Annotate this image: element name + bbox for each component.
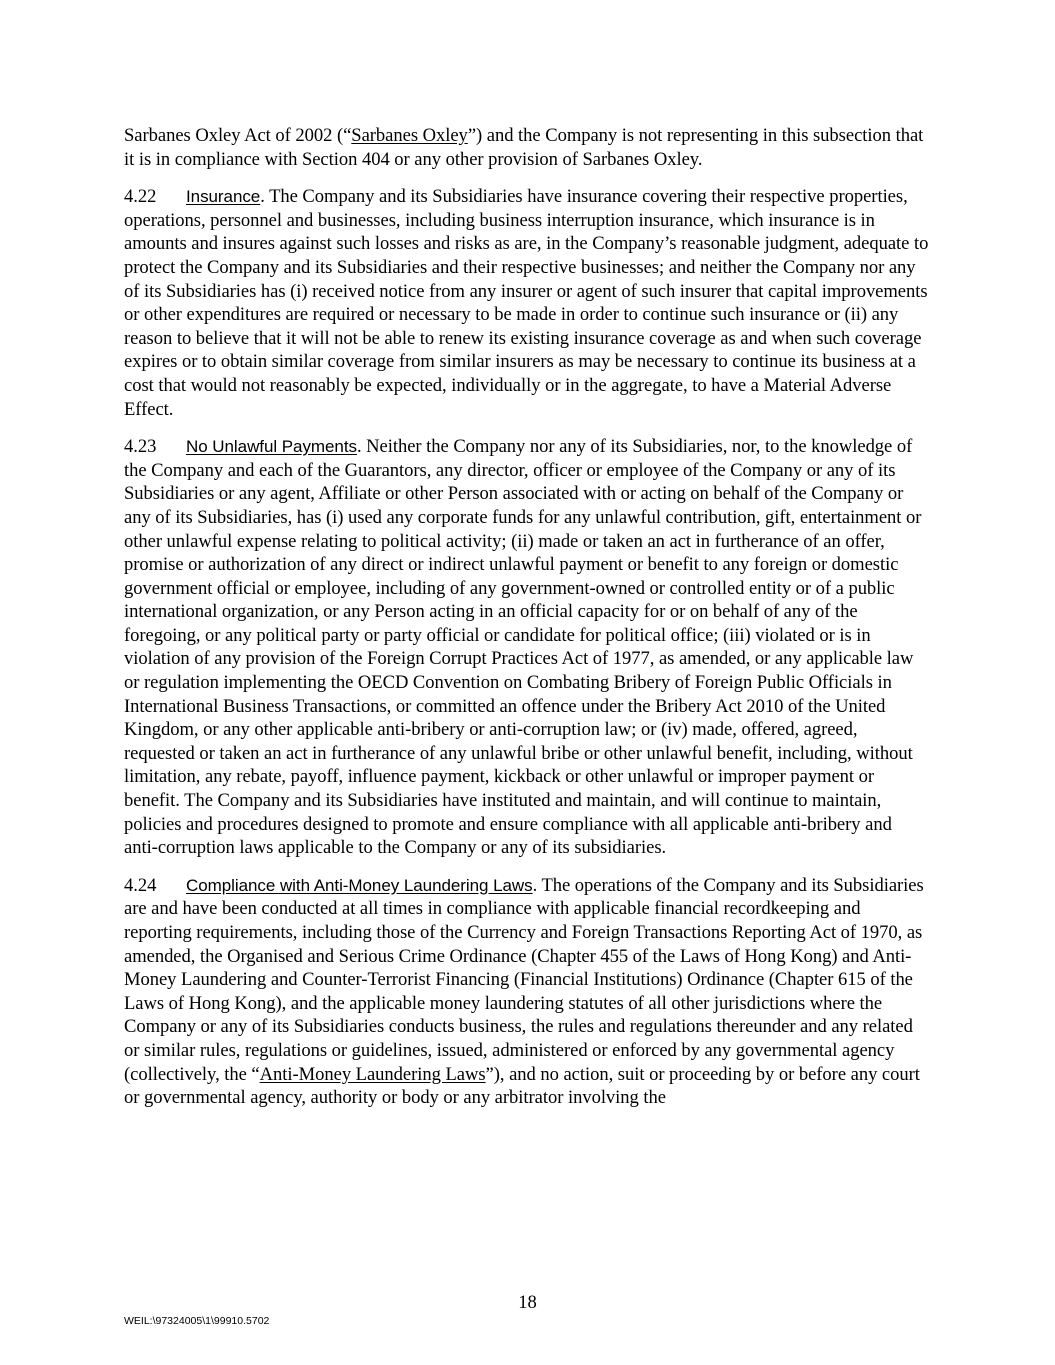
section-4-22 <box>124 185 930 421</box>
section-text: . The operations of the Company and its Subsidiaries are and have been conducted at all times in compliance with applicable financial recordkeeping and reporting requirements, including those of the Currency and Foreign Transactions Reporting Act of 1970, as amended, the Organised and Serious Crime Ordinance (Chapter 455 of the Laws of Hong Kong) and Anti-Money Laundering and Counter-Terrorist Financing (Financial Institutions) Ordinance (Chapter 615 of the Laws of Hong Kong), and the applicable money laundering statutes of all other jurisdictions where the Company or any of its Subsidiaries conducts business, the rules and regulations thereunder and any related or similar rules, regulations or guidelines, issued, administered or enforced by any governmental agency (collectively, the “ <box>124 874 924 1085</box>
section-heading-no-unlawful-payments: No Unlawful Payments <box>186 437 357 457</box>
page-number: 18 <box>518 1292 537 1313</box>
continuation-text-post: ”) and the Company is not representing in this subsection that it is in compliance with Section 404 or any other provision of Sarbanes Oxley. <box>124 125 924 170</box>
section-text: . Neither the Company nor any of its Subsidiaries, nor, to the knowledge of the Company and each of the Guarantors, any director, officer or employee of the Company or any of its Subsidiaries or any agent, Affiliate or other Person associated with or acting on behalf of the Company or any of its Subsidiaries, has (i) used any corporate funds for any unlawful contribution, gift, entertainment or other unlawful expense relating to political activity; (ii) made or taken an act in furtherance of an offer, promise or authorization of any direct or indirect unlawful payment or benefit to any foreign or domestic government official or employee, including of any government-owned or controlled entity or of a public international organization, or any Person acting in an official capacity for or on behalf of any of the foregoing, or any political party or party official or candidate for political office; (iii) violated or is in violation of any provision of the Foreign Corrupt Practices Act of 1977, as amended, or any applicable law or regulation implementing the OECD Convention on Combating Bribery of Foreign Public Officials in International Business Transactions, or committed an offence under the Bribery Act 2010 of the United Kingdom, or any other applicable anti-bribery or anti-corruption law; or (iv) made, offered, agreed, requested or taken an act in furtherance of any unlawful bribe or other unlawful benefit, including, without limitation, any rebate, payoff, influence payment, kickback or other unlawful or improper payment or benefit. The Company and its Subsidiaries have instituted and maintain, and will continue to maintain, policies and procedures designed to promote and ensure compliance with all applicable anti-bribery and anti-corruption laws applicable to the Company or any of its subsidiaries. <box>124 436 922 859</box>
document-id-footer: WEIL:\97324005\1\99910.5702 <box>124 1315 270 1327</box>
defined-term-anti-money-laundering-laws: Anti-Money Laundering Laws <box>259 1063 486 1085</box>
section-4-23 <box>124 435 930 860</box>
continuation-paragraph <box>124 124 930 171</box>
section-number: 4.22 <box>124 186 157 208</box>
section-text-after: ”), and no action, suit or proceeding by or before any court or governmental agency, authority or body or any arbitrator involving the <box>124 1063 920 1109</box>
continuation-text-pre: Sarbanes Oxley Act of 2002 (“ <box>124 125 352 146</box>
section-text: . The Company and its Subsidiaries have insurance covering their respective properties, operations, personnel and businesses, including business interruption insurance, which insurance is in amounts and insures against such losses and risks as are, in the Company’s reasonable judgment, adequate to protect the Company and its Subsidiaries and their respective businesses; and neither the Company nor any of its Subsidiaries has (i) received notice from any insurer or agent of such insurer that capital improvements or other expenditures are required or necessary to be made in order to continue such insurance or (ii) any reason to believe that it will not be able to renew its existing insurance coverage as and when such coverage expires or to obtain similar coverage from similar insurers as may be necessary to continue its business at a cost that would not reasonably be expected, individually or in the aggregate, to have a Material Adverse Effect. <box>124 186 929 420</box>
section-number: 4.23 <box>124 436 157 458</box>
document-body <box>124 124 930 1124</box>
section-heading-anti-money-laundering: Compliance with Anti-Money Laundering Laws <box>186 875 533 895</box>
section-heading-insurance: Insurance <box>186 187 261 207</box>
section-4-24 <box>124 874 930 1110</box>
section-number: 4.24 <box>124 874 157 896</box>
defined-term-sarbanes-oxley: Sarbanes Oxley <box>351 125 468 146</box>
